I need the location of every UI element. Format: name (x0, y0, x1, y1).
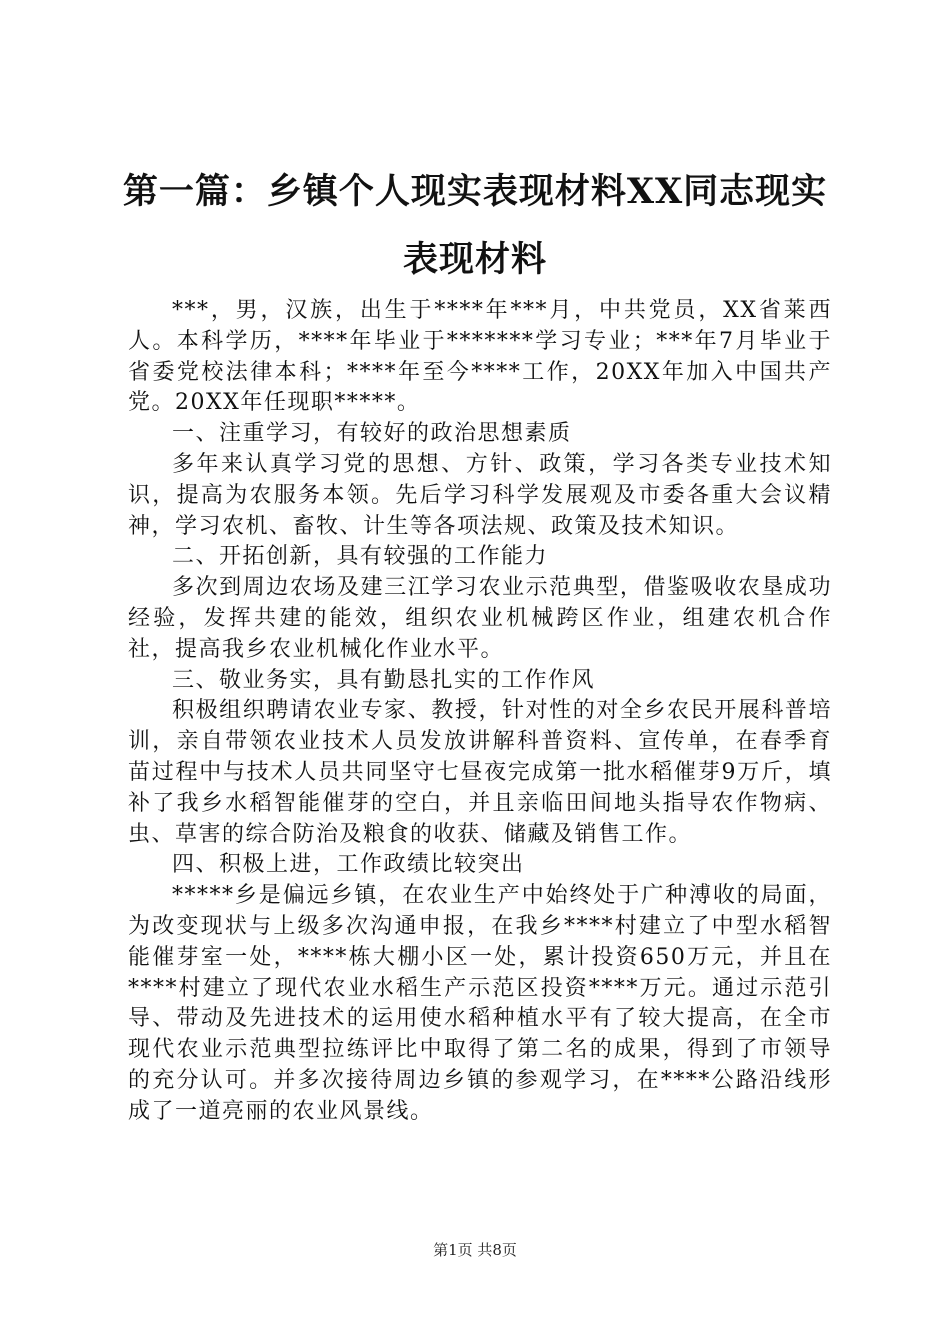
section-paragraph-4: *****乡是偏远乡镇，在农业生产中始终处于广种溥收的局面，为改变现状与上级多次沟通申报，在我乡****村建立了中型水稻智能催芽室一处，****栋大棚小区一处，累计投资650万元，并且在****村建立了现代农业水稻生产示范区投资****万元。通过示范引导、带动及先进技术的运用使水稻种植水平有了较大提高，在全市现代农业示范典型拉练评比中取得了第二名的成果，得到了市领导的充分认可。并多次接待周边乡镇的参观学习，在****公路沿线形成了一道亮丽的农业风景线。 (128, 883, 832, 1124)
section-heading-2: 二、开拓创新，具有较强的工作能力 (172, 544, 549, 570)
section-paragraph-2: 多次到周边农场及建三江学习农业示范典型，借鉴吸收农垦成功经验，发挥共建的能效，组织农业机械跨区作业，组建农机合作社，提高我乡农业机械化作业水平。 (128, 575, 832, 662)
section-heading-3: 三、敬业务实，具有勤恳扎实的工作作风 (172, 667, 596, 693)
document-body (128, 296, 832, 1128)
page-number-footer: 第1页 共8页 (433, 1241, 517, 1259)
section-paragraph-3: 积极组织聘请农业专家、教授，针对性的对全乡农民开展科普培训，亲自带领农业技术人员发放讲解科普资料、宣传单，在春季育苗过程中与技术人员共同坚守七昼夜完成第一批水稻催芽9万斤，填补了我乡水稻智能催芽的空白，并且亲临田间地头指导农作物病、虫、草害的综合防治及粮食的收获、储藏及销售工作。 (128, 698, 832, 847)
document-title: 第一篇：乡镇个人现实表现材料XX同志现实表现材料 (122, 171, 828, 280)
section-paragraph-1: 多年来认真学习党的思想、方针、政策，学习各类专业技术知识，提高为农服务本领。先后学习科学发展观及市委各重大会议精神，学习农机、畜牧、计生等各项法规、政策及技术知识。 (128, 451, 832, 539)
intro-paragraph: ***，男，汉族，出生于****年***月，中共党员，XX省莱西人。本科学历，****年毕业于*******学习专业；***年7月毕业于省委党校法律本科；****年至今****工作，20XX年加入中国共产党。20XX年任现职*****。 (128, 298, 832, 416)
section-heading-4: 四、积极上进，工作政绩比较突出 (172, 852, 525, 878)
section-heading-1: 一、注重学习，有较好的政治思想素质 (172, 421, 572, 447)
